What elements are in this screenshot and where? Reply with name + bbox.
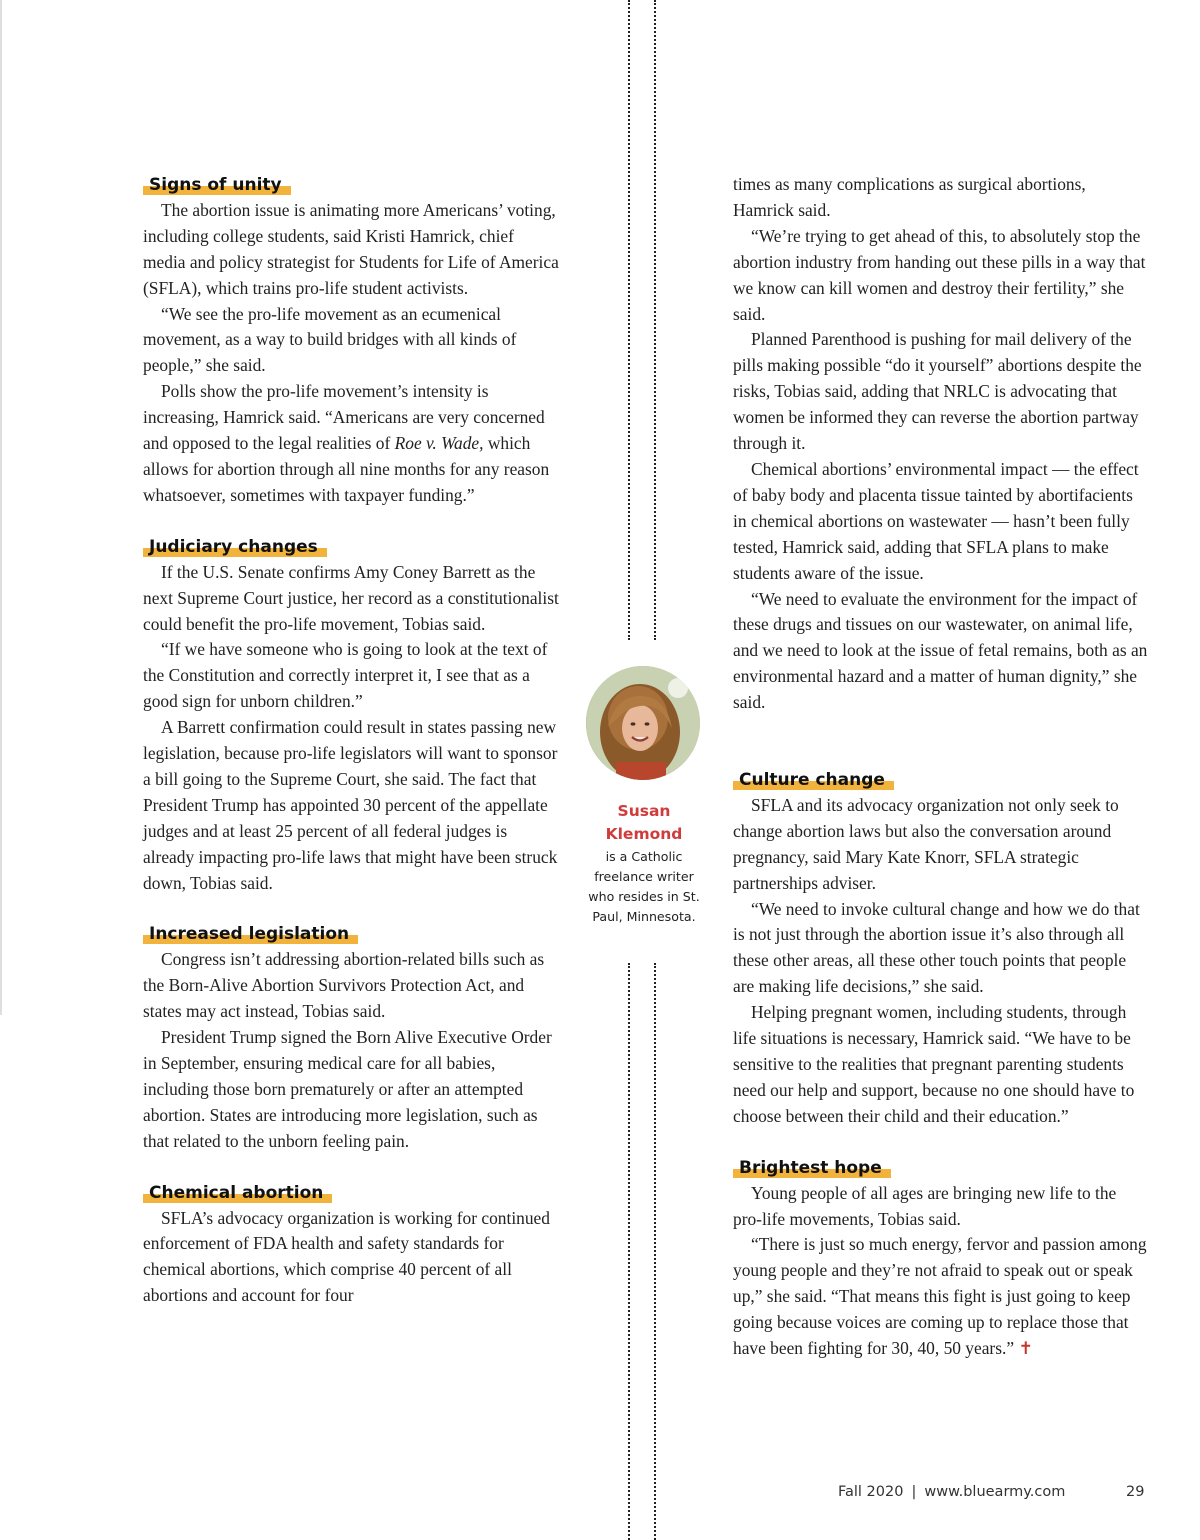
section-judiciary-changes	[143, 534, 559, 897]
paragraph: “We need to invoke cultural change and how we do that is not just through the abortion issue it’s also through all these other areas, all these other touch points that people are making life decisions,” she said.	[733, 898, 1140, 997]
paragraph-text: Polls show the pro-life movement’s intensity is increasing, Hamrick said. “Americans are very concerned and opposed to the legal realities of	[143, 381, 545, 454]
paragraph: SFLA and its advocacy organization not only seek to change abortion laws but also the conversation around pregnancy, said Mary Kate Knorr, SFLA strategic partnerships adviser.	[733, 794, 1119, 893]
paragraph: times as many complications as surgical abortions, Hamrick said.	[733, 174, 1086, 220]
website-link[interactable]: www.bluearmy.com	[924, 1484, 1066, 1500]
paragraph: Congress isn’t addressing abortion-related bills such as the Born-Alive Abortion Survivors Protection Act, and states may act instead, Tobias said.	[143, 949, 545, 1022]
paragraph-text: “There is just so much energy, fervor and passion among young people and they’re not afraid to speak out or speak up,” she said. “That means this fight is just going to keep going because voices are coming up to replace those that have been fighting for 30, 40, 50 years.”	[733, 1234, 1147, 1359]
paragraph: “We see the pro-life movement as an ecumenical movement, as a way to build bridges with all kinds of people,” she said.	[143, 303, 517, 376]
section-brightest-hope	[733, 1155, 1148, 1363]
divider-dotted-line	[654, 0, 656, 640]
paragraph: Young people of all ages are bringing new life to the pro-life movements, Tobias said.	[733, 1182, 1117, 1229]
case-name: Roe v. Wade,	[394, 433, 484, 454]
paragraph: The abortion issue is animating more Americans’ voting, including college students, said Kristi Hamrick, chief media and policy strategist for Students for Life of America (SFLA), which trains pro-life student activists.	[143, 199, 559, 298]
paragraph: SFLA’s advocacy organization is working for continued enforcement of FDA health and safety standards for chemical abortions, which comprise 40 percent of all abortions and account for four	[143, 1207, 550, 1306]
section-increased-legislation	[143, 921, 559, 1154]
author-bio	[584, 800, 704, 927]
divider-dotted-line	[654, 963, 656, 1540]
page-number: 29	[1126, 1484, 1145, 1500]
article-column-left	[143, 172, 559, 1309]
paragraph: Helping pregnant women, including students, through life situations is necessary, Hamrick said. “We have to be sensitive to the realities that pregnant parenting students need our help and support, because no one should have to choose between their child and their education.”	[733, 1002, 1135, 1126]
paragraph: “We’re trying to get ahead of this, to absolutely stop the abortion industry from handing out these pills in a way that we know can kill women and destroy their fertility,” she said.	[733, 225, 1146, 324]
section-signs-of-unity	[143, 172, 559, 509]
article-column-right-top	[733, 172, 1148, 716]
divider-dotted-line	[628, 963, 630, 1540]
paragraph-text: which allows for abortion through all nine months for any reason whatsoever, sometimes with taxpayer funding.”	[143, 433, 550, 505]
section-heading: Brightest hope	[733, 1158, 891, 1178]
paragraph: President Trump signed the Born Alive Executive Order in September, ensuring medical care for all babies, including those born prematurely or after an attempted abortion. States are introducing more legislation, such as that related to the unborn feeling pain.	[143, 1027, 552, 1151]
section-heading: Judiciary changes	[143, 537, 327, 557]
section-heading: Culture change	[733, 770, 894, 790]
author-description: is a Catholic freelance writer who resides in St. Paul, Minnesota.	[588, 849, 700, 924]
paragraph	[733, 1232, 1148, 1363]
page-footer	[838, 1484, 1148, 1500]
paragraph: A Barrett confirmation could result in states passing new legislation, because pro-life legislators will want to sponsor a bill going to the Supreme Court, she said. The fact that President Trump has appointed 30 percent of the appellate judges and at least 25 percent of all federal judges is already impacting pro-life laws that might have been struck down, Tobias said.	[143, 717, 558, 893]
paragraph: Planned Parenthood is pushing for mail delivery of the pills making possible “do it yourself” abortions despite the risks, Tobias said, adding that NRLC is advocating that women be informed they can reverse the abortion partway through it.	[733, 329, 1142, 454]
issue-label: Fall 2020	[838, 1484, 904, 1500]
section-culture-change	[733, 767, 1148, 1130]
footer-separator: |	[911, 1484, 917, 1500]
paragraph: “If we have someone who is going to look at the text of the Constitution and correctly interpret it, I see that as a good sign for unborn children.”	[143, 639, 548, 712]
cross-end-mark-icon: ✝	[1018, 1339, 1033, 1360]
page-edge	[0, 0, 2, 1015]
section-chemical-abortion	[143, 1180, 559, 1310]
section-heading: Increased legislation	[143, 924, 358, 944]
section-heading: Signs of unity	[143, 175, 291, 195]
section-heading: Chemical abortion	[143, 1183, 332, 1203]
paragraph: If the U.S. Senate confirms Amy Coney Barrett as the next Supreme Court justice, her record as a constitutionalist could benefit the pro-life movement, Tobias said.	[143, 561, 559, 634]
paragraph: Chemical abortions’ environmental impact — the effect of baby body and placenta tissue tainted by abortifacients in chemical abortions on wastewater — hasn’t been fully tested, Hamrick said, adding that SFLA plans to make students aware of the issue.	[733, 458, 1139, 583]
paragraph	[143, 379, 559, 509]
author-name: Susan Klemond	[605, 802, 683, 843]
divider-dotted-line	[628, 0, 630, 640]
author-portrait	[586, 666, 700, 780]
paragraph: “We need to evaluate the environment for the impact of these drugs and tissues on our wastewater, on animal life, and we need to look at the issue of fetal remains, both as an environmental hazard and a matter of human dignity,” she said.	[733, 588, 1148, 713]
article-column-right-bottom	[733, 767, 1148, 1363]
author-portrait-image	[586, 666, 700, 780]
